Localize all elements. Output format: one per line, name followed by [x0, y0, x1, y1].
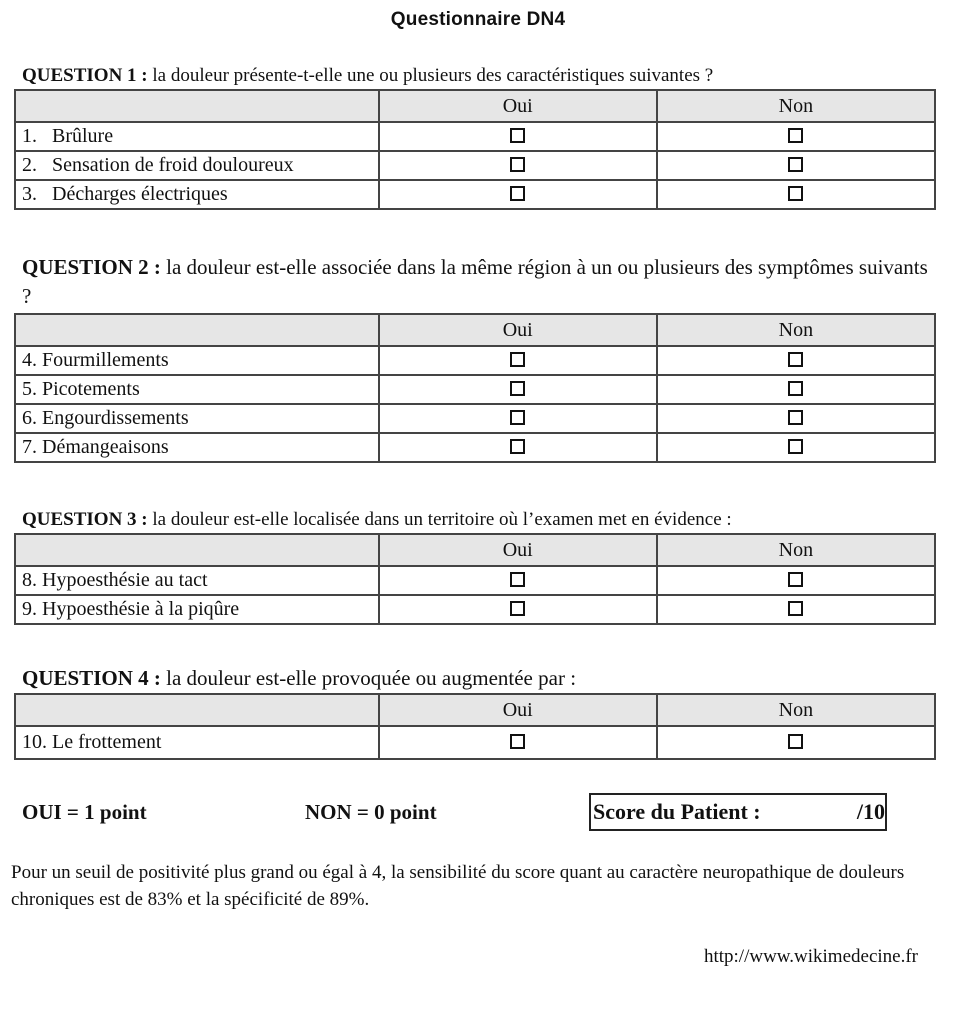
header-yes: Oui — [379, 90, 657, 122]
table-row — [15, 404, 935, 433]
checkbox-yes[interactable] — [510, 734, 525, 749]
table-row — [15, 433, 935, 462]
header-no: Non — [657, 534, 935, 566]
item-label: 5. Picotements — [15, 375, 379, 404]
checkbox-yes[interactable] — [510, 352, 525, 367]
score-max: /10 — [856, 799, 885, 824]
question-1-table — [14, 89, 936, 210]
checkbox-no[interactable] — [788, 734, 803, 749]
question-2-heading — [22, 253, 936, 311]
header-yes: Oui — [379, 534, 657, 566]
header-empty-cell — [15, 534, 379, 566]
item-label: 7. Démangeaisons — [15, 433, 379, 462]
question-4-table — [14, 693, 936, 760]
source-url: http://www.wikimedecine.fr — [703, 946, 918, 967]
table-header-row — [15, 534, 935, 566]
item-label: 2. Sensation de froid douloureux — [15, 151, 379, 180]
question-2-text: la douleur est-elle associée dans la même région à un ou plusieurs des symptômes suivants ? — [22, 255, 928, 308]
question-3-table — [14, 533, 936, 625]
points-no: NON = 0 point — [305, 800, 437, 824]
checkbox-no[interactable] — [788, 128, 803, 143]
question-3-heading — [22, 505, 936, 534]
item-label: 1. Brûlure — [15, 122, 379, 151]
checkbox-yes[interactable] — [510, 128, 525, 143]
checkbox-no[interactable] — [788, 439, 803, 454]
checkbox-no[interactable] — [788, 601, 803, 616]
patient-score-box — [589, 793, 887, 831]
table-row — [15, 122, 935, 151]
table-header-row — [15, 694, 935, 726]
question-1-label: QUESTION 1 : — [22, 65, 148, 86]
item-label: 9. Hypoesthésie à la piqûre — [15, 595, 379, 624]
header-no: Non — [657, 694, 935, 726]
checkbox-yes[interactable] — [510, 186, 525, 201]
question-4-label: QUESTION 4 : — [22, 666, 161, 690]
table-row — [15, 566, 935, 595]
question-4-heading — [22, 664, 936, 693]
checkbox-yes[interactable] — [510, 601, 525, 616]
points-yes: OUI = 1 point — [22, 800, 147, 824]
checkbox-no[interactable] — [788, 410, 803, 425]
header-empty-cell — [15, 314, 379, 346]
checkbox-yes[interactable] — [510, 381, 525, 396]
question-4-text: la douleur est-elle provoquée ou augmentée par : — [166, 666, 577, 690]
page-title: Questionnaire DN4 — [390, 9, 566, 30]
checkbox-no[interactable] — [788, 186, 803, 201]
checkbox-no[interactable] — [788, 157, 803, 172]
item-label: 8. Hypoesthésie au tact — [15, 566, 379, 595]
checkbox-yes[interactable] — [510, 439, 525, 454]
item-label: 6. Engourdissements — [15, 404, 379, 433]
item-label: 3. Décharges électriques — [15, 180, 379, 209]
checkbox-yes[interactable] — [510, 157, 525, 172]
table-row — [15, 595, 935, 624]
question-3-label: QUESTION 3 : — [22, 509, 148, 530]
score-label: Score du Patient : — [593, 799, 761, 824]
question-1-text: la douleur présente-t-elle une ou plusieurs des caractéristiques suivantes ? — [152, 65, 714, 86]
item-label: 10. Le frottement — [15, 726, 379, 759]
header-no: Non — [657, 90, 935, 122]
table-row — [15, 180, 935, 209]
checkbox-yes[interactable] — [510, 572, 525, 587]
table-row — [15, 375, 935, 404]
table-row — [15, 726, 935, 759]
sensitivity-note: Pour un seuil de positivité plus grand ou égal à 4, la sensibilité du score quant au caractère neuropathique de douleurs chroniques est de 83% et la spécificité de 89%. — [11, 862, 905, 910]
checkbox-no[interactable] — [788, 572, 803, 587]
question-3-text: la douleur est-elle localisée dans un territoire où l’examen met en évidence : — [152, 509, 732, 530]
header-empty-cell — [15, 694, 379, 726]
table-header-row — [15, 314, 935, 346]
question-2-table — [14, 313, 936, 463]
item-label: 4. Fourmillements — [15, 346, 379, 375]
table-header-row — [15, 90, 935, 122]
checkbox-no[interactable] — [788, 381, 803, 396]
header-empty-cell — [15, 90, 379, 122]
header-no: Non — [657, 314, 935, 346]
question-2-label: QUESTION 2 : — [22, 255, 161, 279]
checkbox-no[interactable] — [788, 352, 803, 367]
table-row — [15, 346, 935, 375]
question-1-heading — [22, 61, 936, 90]
header-yes: Oui — [379, 694, 657, 726]
header-yes: Oui — [379, 314, 657, 346]
checkbox-yes[interactable] — [510, 410, 525, 425]
table-row — [15, 151, 935, 180]
